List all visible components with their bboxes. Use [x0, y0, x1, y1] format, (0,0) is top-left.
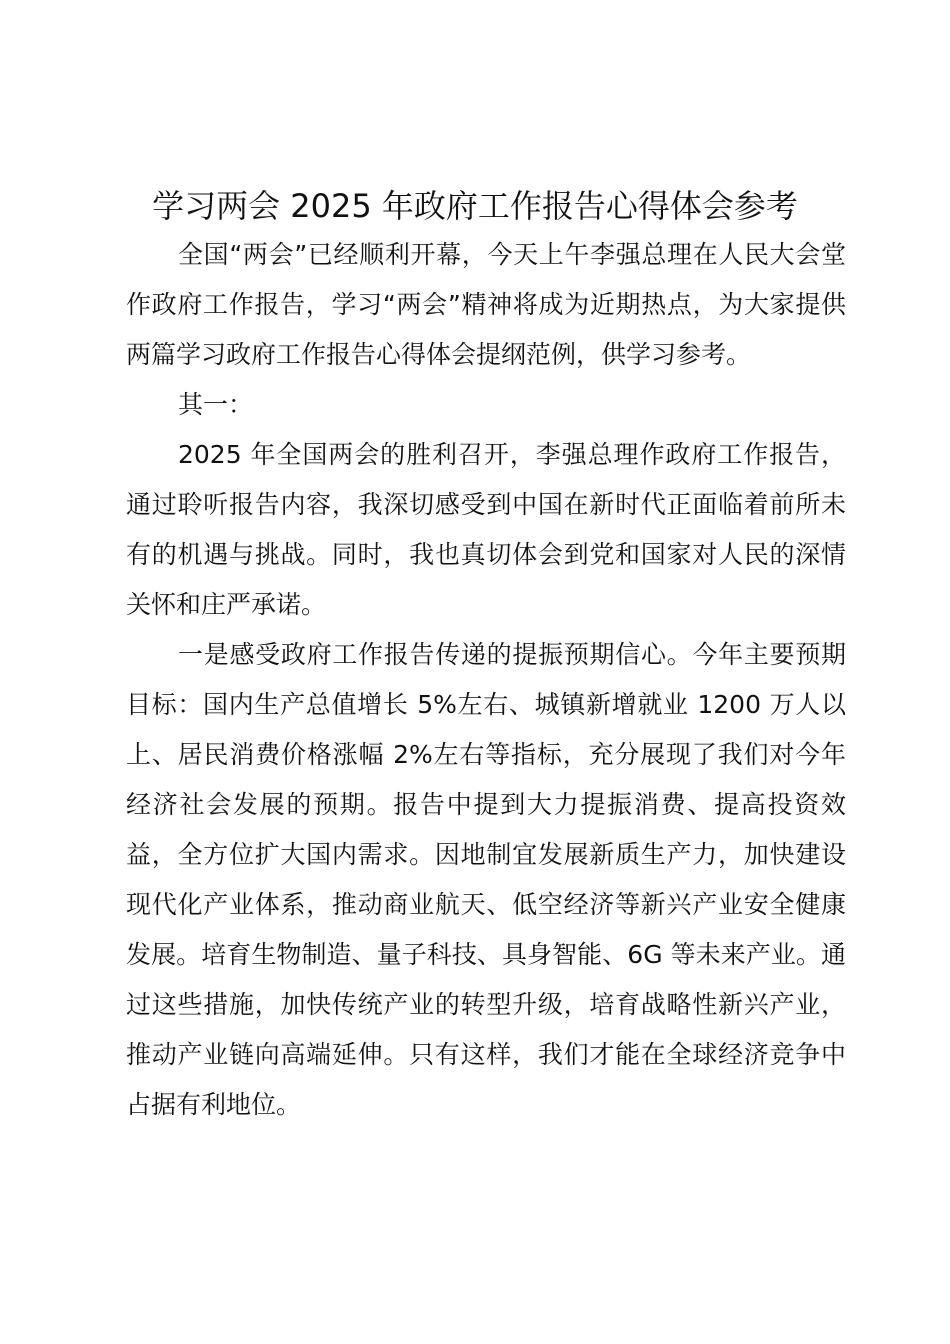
paragraph-intro: 全国“两会”已经顺利开幕，今天上午李强总理在人民大会堂作政府工作报告，学习“两会”精神将成为近期热点，为大家提供两篇学习政府工作报告心得体会提纲范例，供学习参考。: [126, 240, 846, 369]
document-body: [126, 230, 846, 1130]
document-title: 学习两会 2025 年政府工作报告心得体会参考: [152, 187, 798, 225]
paragraph-point-one: 一是感受政府工作报告传递的提振预期信心。今年主要预期目标：国内生产总值增长 5%左右、城镇新增就业 1200 万人以上、居民消费价格涨幅 2%左右等指标，充分展现了我们对今年经济社会发展的预期。报告中提到大力提振消费、提高投资效益，全方位扩大国内需求。因地制宜发展新质生产力，加快建设现代化产业体系，推动商业航天、低空经济等新兴产业安全健康发展。培育生物制造、量子科技、具身智能、6G 等未来产业。通过这些措施，加快传统产业的转型升级，培育战略性新兴产业，推动产业链向高端延伸。只有这样，我们才能在全球经济竞争中占据有利地位。: [126, 640, 846, 1119]
paragraph-section-heading: 其一：: [178, 390, 254, 419]
paragraph-opening: 2025 年全国两会的胜利召开，李强总理作政府工作报告，通过聆听报告内容，我深切感受到中国在新时代正面临着前所未有的机遇与挑战。同时，我也真切体会到党和国家对人民的深情关怀和庄严承诺。: [126, 440, 846, 619]
